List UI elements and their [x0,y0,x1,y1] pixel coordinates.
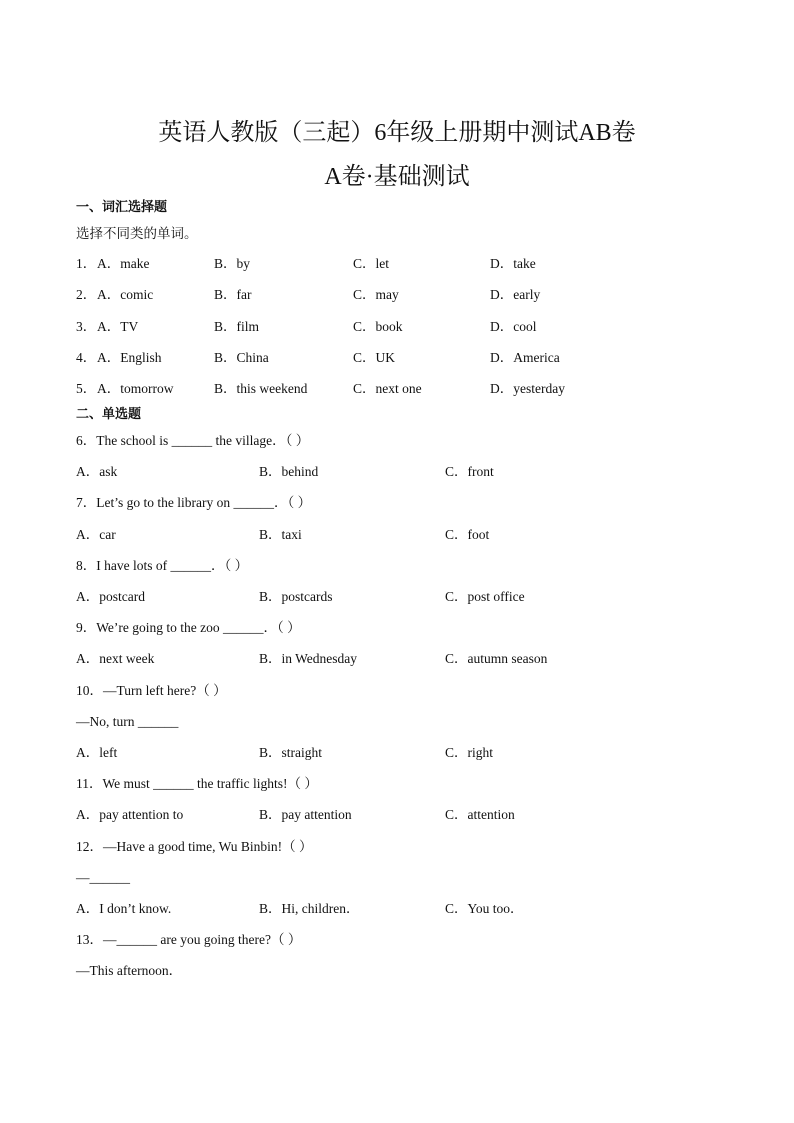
option-d: D．take [490,256,536,271]
option-c: C．let [353,256,389,271]
option-c: C．post office [445,589,525,604]
option-c: C．foot [445,527,490,542]
question-options [0,525,794,545]
question-stem: 9．We’re going to the zoo ______．（ ） [76,620,301,635]
option-b: B．by [214,256,251,271]
question-number: 4． [76,350,97,365]
option-b: B．Hi, children． [259,901,360,916]
option-a: A．comic [97,287,154,302]
question-number: 3． [76,319,97,334]
option-d: D．yesterday [490,381,565,396]
section-heading-vocabulary: 一、词汇选择题 [76,200,168,215]
question-number: 5． [76,381,97,396]
option-a: A．tomorrow [97,381,174,396]
option-b: B．straight [259,745,322,760]
option-c: C．may [353,287,399,302]
option-a: A．ask [76,464,118,479]
option-a: A．English [97,350,162,365]
option-a: A．I don’t know. [76,901,172,916]
option-d: D．cool [490,319,537,334]
option-a: A．next week [76,651,155,666]
question-number: 1． [76,256,97,271]
option-c: C．next one [353,381,422,396]
question-stem: 13．—______ are you going there?（ ） [76,932,302,947]
question-stem: 11．We must ______ the traffic lights!（ ） [76,776,318,791]
document-title: 英语人教版（三起）6年级上册期中测试AB卷 [158,120,636,146]
question-row [0,379,794,399]
question-row [0,348,794,368]
question-stem: 7．Let’s go to the library on ______．（ ） [76,495,312,510]
question-dialogue-line: —______ [76,870,130,885]
option-b: B．postcards [259,589,333,604]
option-b: B．film [214,319,260,334]
question-options [0,805,794,825]
option-b: B．China [214,350,269,365]
option-a: A．postcard [76,589,145,604]
option-c: C．book [353,319,403,334]
option-b: B．taxi [259,527,302,542]
document-subtitle: A卷·基础测试 [324,164,470,190]
option-a: A．car [76,527,116,542]
question-stem: 10．—Turn left here?（ ） [76,683,227,698]
question-options [0,649,794,669]
option-c: C．attention [445,807,515,822]
option-c: C．front [445,464,494,479]
question-options [0,587,794,607]
question-row [0,254,794,274]
option-b: B．in Wednesday [259,651,358,666]
option-d: D．America [490,350,560,365]
option-a: A．TV [97,319,139,334]
question-options [0,462,794,482]
option-d: D．early [490,287,541,302]
section-instruction: 选择不同类的单词。 [76,226,198,242]
option-a: A．make [97,256,150,271]
question-number: 2． [76,287,97,302]
question-stem: 6．The school is ______ the village．（ ） [76,433,310,448]
option-c: C．right [445,745,494,760]
question-options [0,743,794,763]
question-row [0,285,794,305]
option-c: C．UK [353,350,396,365]
option-a: A．left [76,745,118,760]
question-row [0,317,794,337]
option-b: B．far [214,287,252,302]
question-dialogue-line: —This afternoon． [76,963,183,978]
option-b: B．behind [259,464,319,479]
option-c: C．autumn season [445,651,548,666]
question-dialogue-line: —No, turn ______ [76,714,179,729]
option-a: A．pay attention to [76,807,184,822]
option-b: B．pay attention [259,807,352,822]
option-b: B．this weekend [214,381,308,396]
question-stem: 12．—Have a good time, Wu Binbin!（ ） [76,839,313,854]
option-c: C．You too． [445,901,524,916]
question-options [0,899,794,919]
question-stem: 8．I have lots of ______．（ ） [76,558,249,573]
section-heading-single-choice: 二、单选题 [76,407,142,422]
